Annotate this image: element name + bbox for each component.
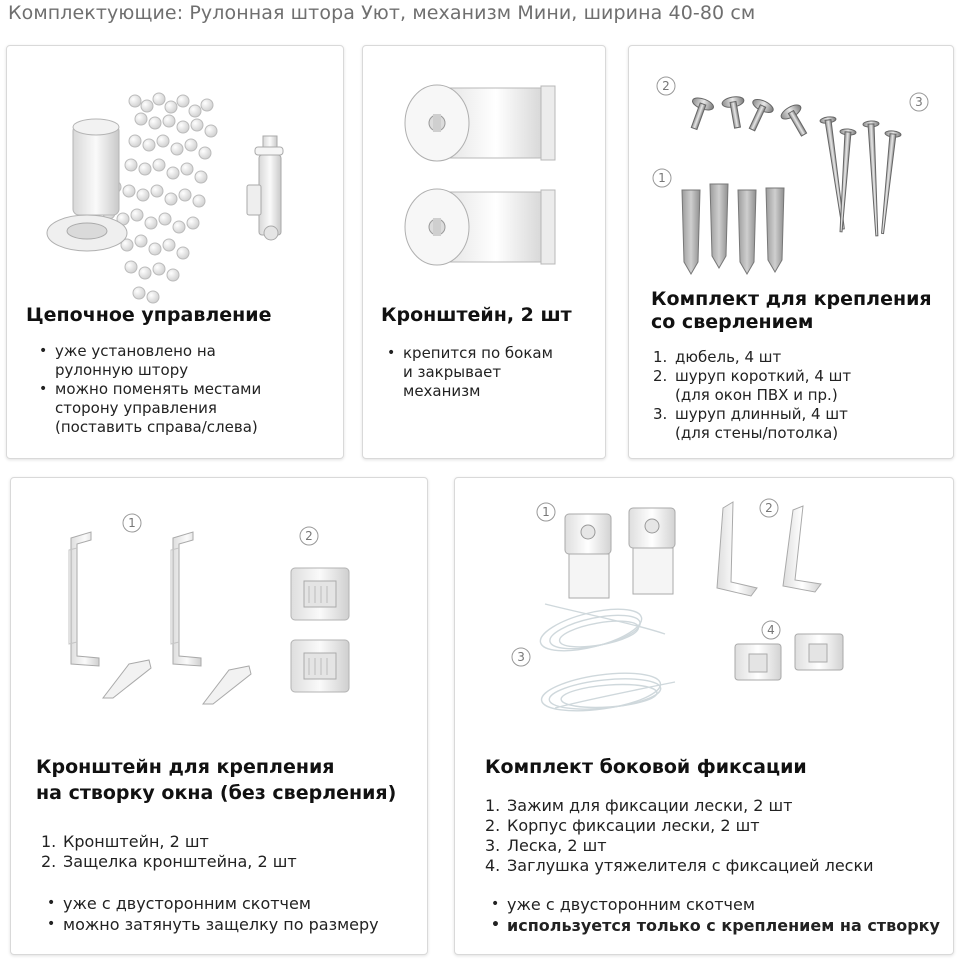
side-fixation-items bbox=[485, 796, 874, 876]
list-item: 1. дюбель, 4 шт bbox=[653, 348, 782, 366]
card-bracket bbox=[362, 45, 606, 459]
list-item: • крепится по бокам bbox=[381, 344, 553, 363]
drill-kit-items bbox=[653, 348, 851, 443]
badge-1 bbox=[123, 514, 141, 532]
list-item: 3. шуруп длинный, 4 шт bbox=[653, 405, 848, 423]
badge-3 bbox=[910, 93, 928, 111]
svg-text:2: 2 bbox=[662, 79, 670, 93]
badge-1 bbox=[537, 503, 555, 521]
chain-control-image bbox=[35, 61, 285, 311]
list-item-continuation: (для стены/потолка) bbox=[675, 424, 839, 442]
list-item: 2. Защелка кронштейна, 2 шт bbox=[41, 852, 297, 871]
list-item-continuation: рулонную штору bbox=[55, 361, 189, 379]
badge-3 bbox=[512, 648, 530, 666]
bracket-image bbox=[401, 82, 561, 282]
card-chain-control bbox=[6, 45, 344, 459]
list-item: 3. Леска, 2 шт bbox=[485, 836, 607, 855]
bracket-title: Кронштейн, 2 шт bbox=[381, 304, 572, 326]
svg-text:1: 1 bbox=[128, 516, 136, 530]
list-item: 1. Зажим для фиксации лески, 2 шт bbox=[485, 796, 793, 815]
sash-bracket-bullets bbox=[41, 893, 379, 935]
list-item-continuation: механизм bbox=[403, 382, 481, 400]
list-item: • можно поменять местами bbox=[33, 380, 261, 399]
svg-text:1: 1 bbox=[542, 505, 550, 519]
bracket-bullets bbox=[381, 344, 553, 401]
side-fixation-image bbox=[517, 494, 875, 734]
list-item: 1. Кронштейн, 2 шт bbox=[41, 832, 209, 851]
side-fixation-bullets bbox=[485, 894, 940, 936]
svg-text:3: 3 bbox=[517, 650, 525, 664]
list-item-continuation: сторону управления bbox=[55, 399, 217, 417]
list-item-continuation: (для окон ПВХ и пр.) bbox=[675, 386, 838, 404]
list-item: 4. Заглушка утяжелителя с фиксацией лески bbox=[485, 856, 874, 875]
list-item: 2. шуруп короткий, 4 шт bbox=[653, 367, 852, 385]
sash-bracket-title-line2: на створку окна (без сверления) bbox=[36, 782, 397, 804]
badge-2 bbox=[760, 499, 778, 517]
svg-text:2: 2 bbox=[305, 529, 313, 543]
list-item: • уже с двусторонним скотчем bbox=[41, 893, 379, 914]
card-sash-bracket bbox=[10, 477, 428, 955]
svg-text:3: 3 bbox=[915, 95, 923, 109]
badge-2 bbox=[300, 527, 318, 545]
list-item: • уже установлено на bbox=[33, 342, 261, 361]
drill-kit-title-line2: со сверлением bbox=[651, 311, 814, 333]
side-fixation-title: Комплект боковой фиксации bbox=[485, 756, 807, 778]
list-item: • можно затянуть защелку по размеру bbox=[41, 914, 379, 935]
page-header: Комплектующие: Рулонная штора Уют, механизм Мини, ширина 40-80 см bbox=[8, 2, 756, 24]
svg-text:1: 1 bbox=[658, 171, 666, 185]
card-side-fixation bbox=[454, 477, 954, 955]
badge-2 bbox=[657, 77, 675, 95]
drill-kit-image bbox=[643, 72, 933, 282]
sash-bracket-items bbox=[41, 832, 297, 872]
svg-text:4: 4 bbox=[767, 623, 775, 637]
list-item: 2. Корпус фиксации лески, 2 шт bbox=[485, 816, 760, 835]
list-item: • уже с двусторонним скотчем bbox=[485, 894, 940, 915]
sash-bracket-title-line1: Кронштейн для крепления bbox=[36, 756, 335, 778]
drill-kit-title-line1: Комплект для крепления bbox=[651, 288, 932, 310]
chain-control-bullets bbox=[33, 342, 261, 437]
badge-4 bbox=[762, 621, 780, 639]
list-item-continuation: (поставить справа/слева) bbox=[55, 418, 258, 436]
card-drill-kit bbox=[628, 45, 954, 459]
svg-text:2: 2 bbox=[765, 501, 773, 515]
sash-bracket-image bbox=[41, 508, 371, 728]
list-item-bold: • используется только с креплением на створку bbox=[485, 915, 940, 936]
badge-1 bbox=[653, 169, 671, 187]
chain-control-title: Цепочное управление bbox=[26, 304, 272, 326]
list-item-continuation: и закрывает bbox=[403, 363, 502, 381]
